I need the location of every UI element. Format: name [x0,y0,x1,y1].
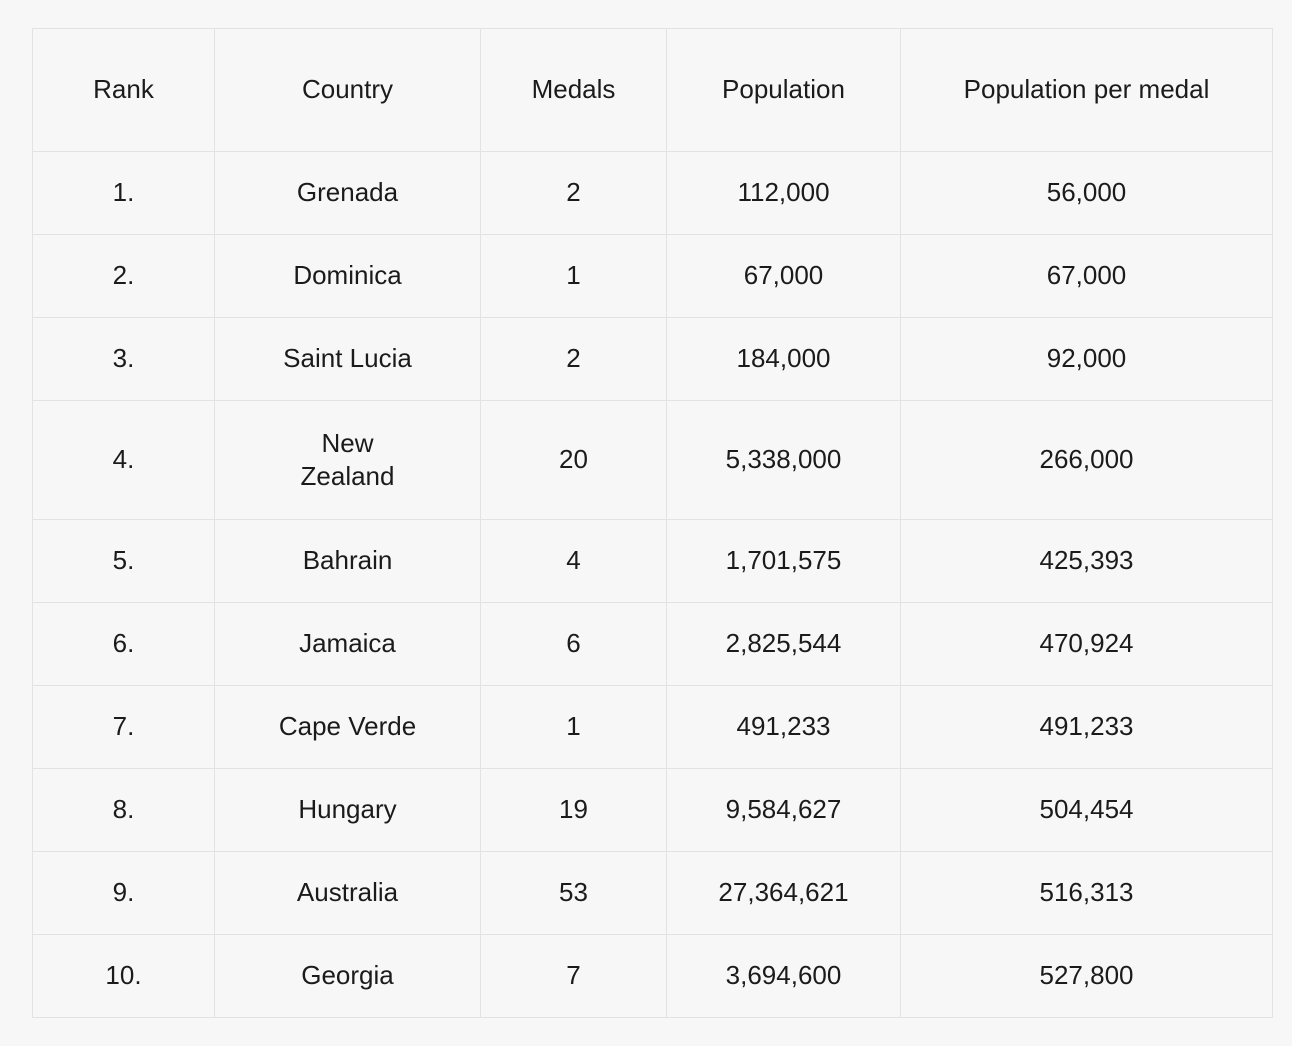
cell-country: Bahrain [215,520,481,603]
cell-country: Saint Lucia [215,318,481,401]
cell-country: Georgia [215,935,481,1018]
cell-population-per-medal: 266,000 [901,401,1273,520]
cell-medals: 1 [481,686,667,769]
cell-population-per-medal: 491,233 [901,686,1273,769]
cell-population: 3,694,600 [667,935,901,1018]
column-header-country: Country [215,29,481,152]
cell-rank: 6. [33,603,215,686]
cell-rank: 1. [33,152,215,235]
table-row [33,935,1273,1018]
cell-medals: 2 [481,318,667,401]
table-row [33,520,1273,603]
cell-population: 112,000 [667,152,901,235]
cell-country: Dominica [215,235,481,318]
cell-population: 27,364,621 [667,852,901,935]
cell-rank: 7. [33,686,215,769]
cell-country: Australia [215,852,481,935]
table-row [33,769,1273,852]
cell-population-per-medal: 527,800 [901,935,1273,1018]
cell-population-per-medal: 470,924 [901,603,1273,686]
table-header [33,29,1273,152]
cell-medals: 7 [481,935,667,1018]
table-body [33,152,1273,1018]
cell-population-per-medal: 425,393 [901,520,1273,603]
cell-rank: 9. [33,852,215,935]
table-row [33,318,1273,401]
cell-population-per-medal: 56,000 [901,152,1273,235]
table-header-row [33,29,1273,152]
cell-rank: 10. [33,935,215,1018]
table-row [33,852,1273,935]
cell-rank: 2. [33,235,215,318]
cell-rank: 4. [33,401,215,520]
cell-medals: 2 [481,152,667,235]
cell-population: 184,000 [667,318,901,401]
cell-rank: 5. [33,520,215,603]
cell-population-per-medal: 516,313 [901,852,1273,935]
column-header-population-per-medal: Population per medal [901,29,1273,152]
table-row [33,401,1273,520]
cell-rank: 8. [33,769,215,852]
column-header-population: Population [667,29,901,152]
table-row [33,152,1273,235]
cell-country: Grenada [215,152,481,235]
column-header-medals: Medals [481,29,667,152]
cell-medals: 19 [481,769,667,852]
cell-country-label: New Zealand [300,427,395,491]
cell-country: Hungary [215,769,481,852]
cell-medals: 20 [481,401,667,520]
medals-per-capita-table [32,28,1273,1018]
cell-population-per-medal: 92,000 [901,318,1273,401]
cell-population-per-medal: 504,454 [901,769,1273,852]
table-row [33,603,1273,686]
cell-population-per-medal: 67,000 [901,235,1273,318]
column-header-rank: Rank [33,29,215,152]
cell-medals: 53 [481,852,667,935]
cell-population: 2,825,544 [667,603,901,686]
table-row [33,686,1273,769]
cell-country: Cape Verde [215,686,481,769]
cell-population: 1,701,575 [667,520,901,603]
cell-medals: 4 [481,520,667,603]
cell-population: 9,584,627 [667,769,901,852]
table-row [33,235,1273,318]
cell-population: 67,000 [667,235,901,318]
cell-rank: 3. [33,318,215,401]
cell-country [215,401,481,520]
cell-medals: 1 [481,235,667,318]
cell-country: Jamaica [215,603,481,686]
cell-population: 5,338,000 [667,401,901,520]
cell-population: 491,233 [667,686,901,769]
cell-medals: 6 [481,603,667,686]
